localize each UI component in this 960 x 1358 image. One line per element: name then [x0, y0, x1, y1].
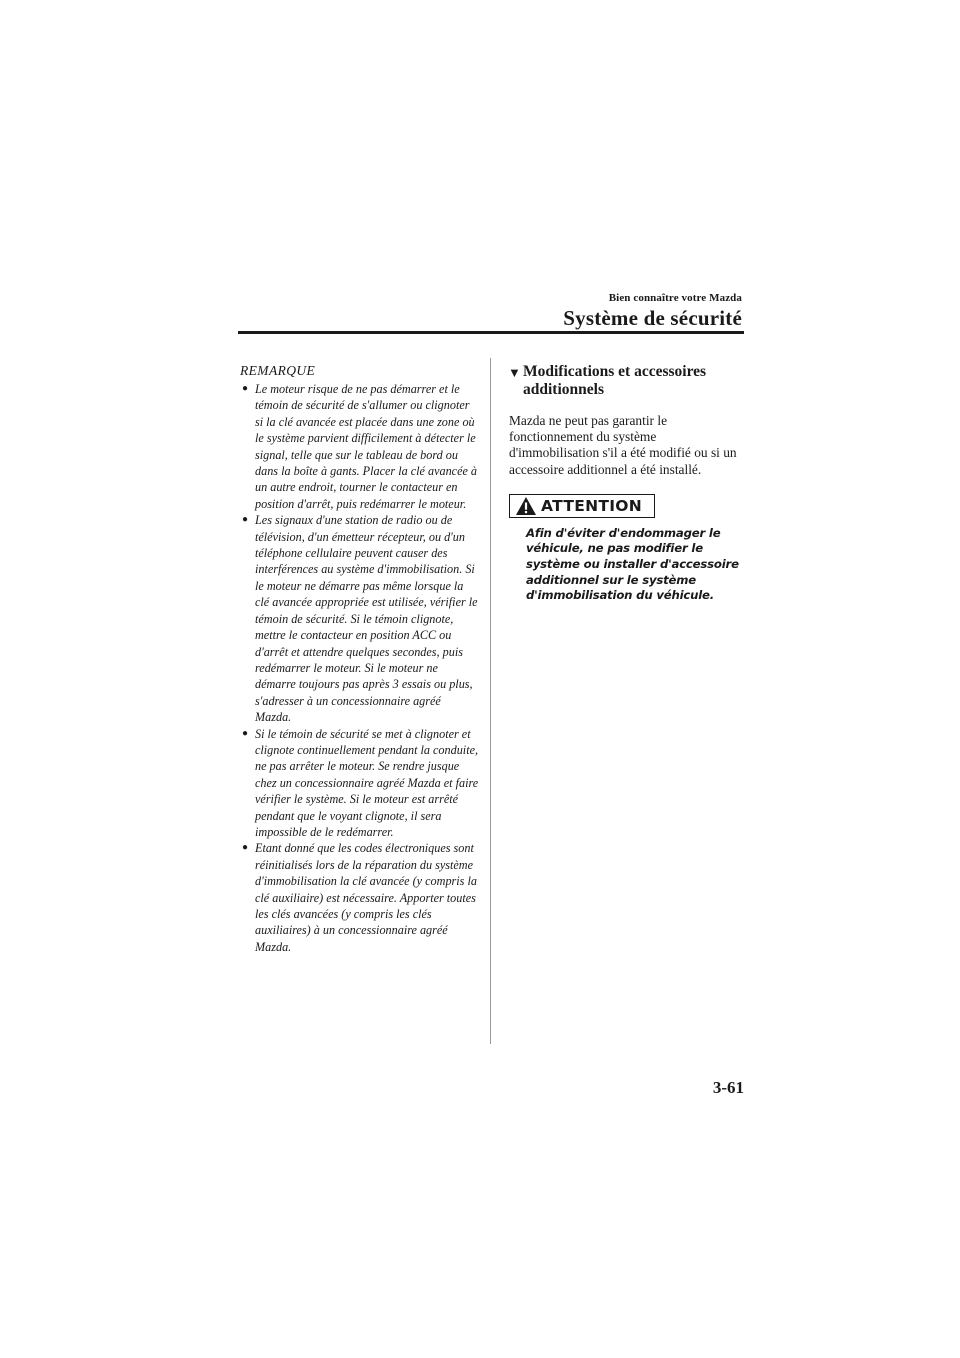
triangle-down-icon: ▼	[508, 365, 521, 380]
bullet-icon: ●	[242, 842, 249, 854]
chapter-title: Bien connaître votre Mazda	[608, 292, 742, 304]
note-item	[240, 840, 480, 955]
notes-list	[240, 381, 480, 955]
section-title: Système de sécurité	[563, 306, 742, 330]
attention-box	[509, 494, 655, 518]
bullet-icon: ●	[242, 514, 249, 526]
note-item	[240, 726, 480, 841]
right-column	[509, 363, 745, 604]
attention-label: ATTENTION	[541, 496, 643, 515]
note-item	[240, 381, 480, 512]
note-text: Etant donné que les codes électroniques sont réinitialisés lors de la réparation du système d'immobilisation la clé avancée (y compris la clé auxiliaire) est nécessaire. Apporter toutes les clés avancées (y compris les clés auxiliaires) à un concessionnaire agréé Mazda.	[255, 841, 477, 954]
note-text: Le moteur risque de ne pas démarrer et le témoin de sécurité de s'allumer ou clignoter si la clé avancée est placée dans une zone où le système parvient difficilement à détecter le signal, telle que sur le tableau de bord ou dans la boîte à gants. Placer la clé avancée à un autre endroit, tourner le contacteur en position d'arrêt, puis redémarrer le moteur.	[255, 382, 478, 511]
bullet-icon: ●	[242, 383, 249, 394]
column-divider	[490, 358, 491, 1044]
left-column	[240, 363, 480, 955]
bullet-icon: ●	[242, 727, 249, 739]
note-item	[240, 512, 480, 725]
warning-triangle-icon	[515, 496, 537, 516]
header-divider	[238, 331, 744, 334]
body-paragraph: Mazda ne peut pas garantir le fonctionnement du système d'immobilisation s'il a été modifié ou si un accessoire additionnel a été installé.	[509, 413, 737, 477]
subsection-heading	[509, 363, 745, 399]
attention-text: Afin d'éviter d'endommager le véhicule, ne pas modifier le système ou installer d'accessoire additionnel sur le système d'immobilisation du véhicule.	[526, 525, 739, 603]
note-heading: REMARQUE	[240, 363, 316, 378]
page-number: 3-61	[712, 1078, 744, 1097]
note-text: Les signaux d'une station de radio ou de télévision, d'un émetteur récepteur, ou d'un téléphone cellulaire peuvent causer des interférences au système d'immobilisation. Si le moteur ne démarre pas même lorsque la clé avancée appropriée est utilisée, vérifier le témoin de sécurité. Si le témoin clignote, mettre le contacteur en position ACC ou d'arrêt et attendre quelques secondes, puis redémarrer le moteur. Si le moteur ne démarre toujours pas après 3 essais ou plus, s'adresser à un concessionnaire agréé Mazda.	[255, 513, 478, 725]
subsection-heading-text: Modifications et accessoires additionnels	[523, 363, 707, 398]
note-text: Si le témoin de sécurité se met à clignoter et clignote continuellement pendant la conduite, ne pas arrêter le moteur. Se rendre jusque chez un concessionnaire agréé Mazda et faire vérifier le système. Si le moteur est arrêté pendant que le voyant clignote, il sera impossible de le redémarrer.	[255, 726, 479, 839]
